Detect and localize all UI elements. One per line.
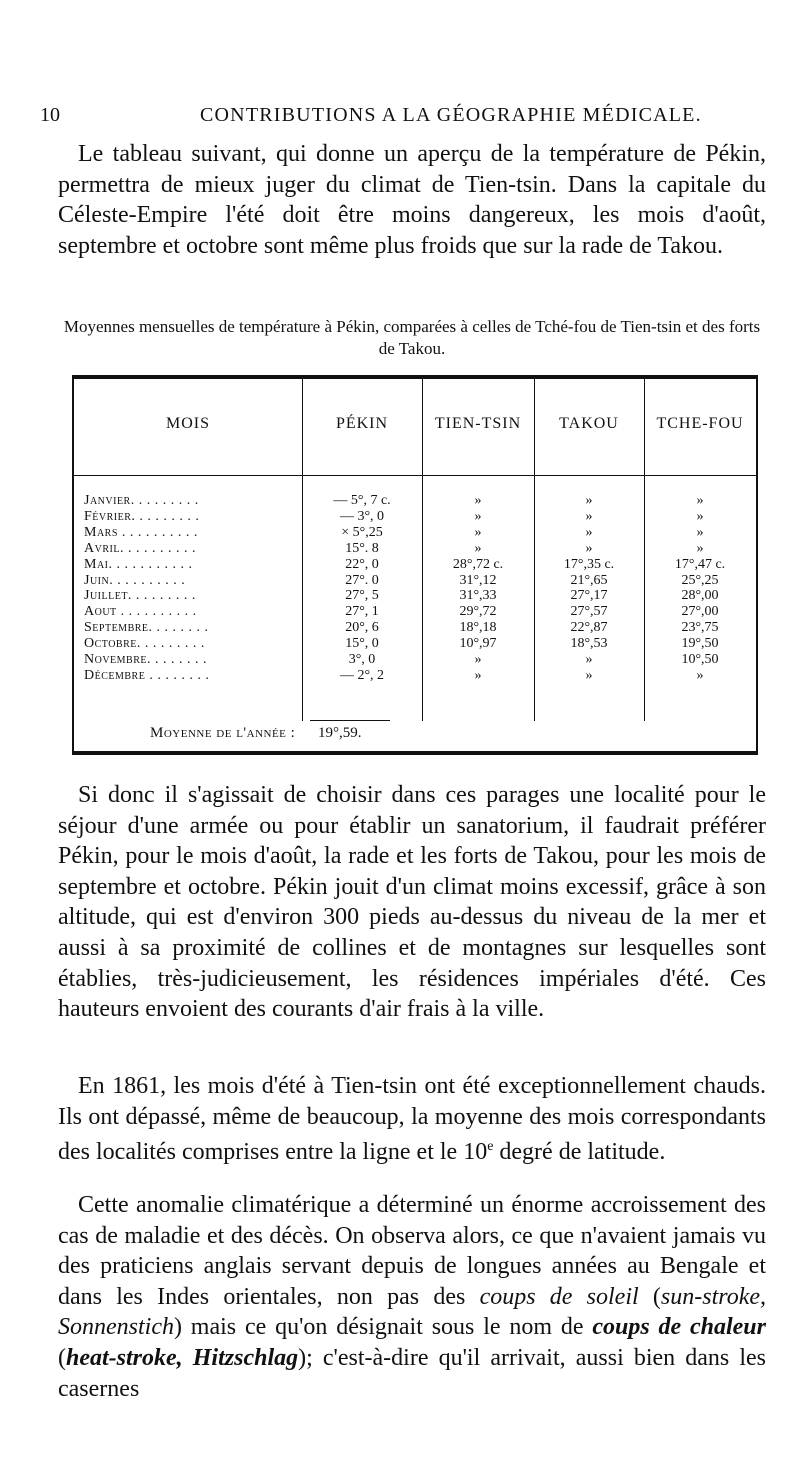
cell-pekin: — 2°, 2	[339, 667, 385, 683]
paragraph-4-text: ) mais ce qu'on désignait sous le nom de	[173, 1314, 593, 1341]
cell-takou: »	[585, 493, 593, 508]
cell-mois: Mars . . . . . . . . . .	[84, 524, 198, 540]
cell-pekin: × 5°,25	[341, 524, 383, 540]
cell-tientsin: »	[474, 540, 482, 556]
cell-pekin: 27°. 0	[345, 572, 379, 588]
cell-tientsin: »	[474, 667, 482, 683]
cell-pekin: 27°, 1	[345, 604, 379, 620]
table-caption: Moyennes mensuelles de température à Pékin, comparées à celles de Tché-fou de Tien-tsin et des forts de Takou.	[63, 317, 761, 358]
paragraph-3	[58, 1071, 766, 1168]
table-row	[74, 573, 756, 589]
cell-pekin: 15°, 0	[345, 636, 379, 652]
cell-mois: Décembre . . . . . . . .	[84, 667, 210, 683]
cell-tientsin: »	[474, 508, 482, 524]
cell-pekin: 22°, 0	[345, 556, 379, 572]
cell-tientsin: 28°,72 c.	[452, 556, 504, 572]
paragraph-3-text: En 1861, les mois d'été à Tien-tsin ont été exceptionnellement chauds. Ils ont dépassé, même de beaucoup, la moyenne des mois correspondants des localités comprises entre la ligne et le 10	[58, 1073, 766, 1166]
paragraph-4	[58, 1190, 766, 1404]
table-row	[74, 493, 756, 509]
cell-takou: 27°,57	[570, 604, 608, 620]
header-tchefou: TCHE-FOU	[656, 415, 744, 432]
table-row	[74, 604, 756, 620]
cell-mois: Juillet. . . . . . . . .	[84, 588, 196, 604]
cell-takou: 22°,87	[570, 620, 608, 636]
cell-takou: »	[585, 540, 593, 556]
cell-takou: 17°,35 c.	[563, 556, 615, 572]
cell-mois: Février. . . . . . . . .	[84, 508, 200, 524]
cell-tientsin: 18°,18	[459, 620, 497, 636]
cell-tchefou: »	[696, 540, 704, 556]
cell-tchefou: 28°,00	[681, 588, 719, 604]
cell-mois: Septembre. . . . . . . .	[84, 620, 209, 636]
cell-mois: Juin. . . . . . . . . .	[84, 572, 186, 588]
cell-mois: Avril. . . . . . . . . .	[84, 540, 196, 556]
page-header	[40, 98, 770, 128]
table-row	[74, 668, 756, 684]
cell-tchefou: 23°,75	[681, 620, 719, 636]
annual-mean-label: Moyenne de l'année :	[150, 725, 296, 741]
table-row	[74, 636, 756, 652]
cell-tchefou: »	[696, 524, 704, 540]
header-rule	[74, 475, 756, 476]
paragraph-4-text: (	[58, 1344, 66, 1371]
cell-tientsin: 29°,72	[459, 604, 497, 620]
table-row	[74, 509, 756, 525]
cell-takou: »	[585, 508, 593, 524]
cell-mois: Octobre. . . . . . . . .	[84, 636, 205, 652]
intro-paragraph: Le tableau suivant, qui donne un aperçu de la température de Pékin, permettra de mieux juger du climat de Tien-tsin. Dans la capitale du Céleste-Empire l'été doit être moins dangereux, les mois d'août, septembre et octobre sont même plus froids que sur la rade de Takou.	[58, 141, 766, 259]
term-coups-de-soleil: coups de soleil	[479, 1283, 639, 1310]
cell-pekin: 27°, 5	[345, 588, 379, 604]
cell-mois: Janvier. . . . . . . . .	[84, 493, 199, 508]
table-row	[74, 588, 756, 604]
cell-tchefou: 19°,50	[681, 636, 719, 652]
running-title: CONTRIBUTIONS A LA GÉOGRAPHIE MÉDICALE.	[200, 104, 702, 126]
cell-mois: Novembre. . . . . . . .	[84, 652, 208, 667]
cell-tchefou: 25°,25	[681, 572, 719, 588]
cell-tchefou: »	[696, 493, 704, 508]
cell-pekin: 3°, 0	[348, 652, 376, 667]
cell-tientsin: »	[474, 652, 482, 667]
mean-rule	[310, 720, 390, 721]
header-pekin: PÉKIN	[335, 415, 389, 432]
table-row	[74, 557, 756, 573]
cell-pekin: — 5°, 7 c.	[333, 493, 391, 508]
cell-mois: Aout . . . . . . . . . .	[84, 604, 197, 620]
cell-takou: 18°,53	[570, 636, 608, 652]
paragraph-4-text: Cette anomalie climatérique a déterminé un énorme accroissement des cas de maladie et des décès. On observa alors, ce que n'avaient jamais vu des praticiens anglais servant depuis de longues années au Bengale et dans les Indes orientales, non pas des	[58, 1192, 766, 1310]
term-heat-stroke: heat-stroke, Hitzschlag	[66, 1344, 299, 1371]
cell-pekin: 20°, 6	[345, 620, 379, 636]
paragraph-3-text-end: degré de latitude.	[493, 1139, 666, 1166]
cell-tientsin: 10°,97	[459, 636, 497, 652]
cell-takou: 27°,17	[570, 588, 608, 604]
cell-pekin: 15°. 8	[345, 540, 379, 556]
header-takou: TAKOU	[559, 415, 619, 432]
cell-tchefou: 10°,50	[681, 652, 719, 667]
cell-tientsin: »	[474, 493, 482, 508]
cell-tchefou: »	[696, 508, 704, 524]
term-sun-stroke: sun-stroke, Sonnenstich	[58, 1283, 766, 1341]
annual-mean-value: 19°,59.	[318, 725, 362, 741]
cell-takou: »	[585, 667, 593, 683]
paragraph-2: Si donc il s'agissait de choisir dans ces parages une localité pour le séjour d'une armée ou pour établir un sanatorium, il faudrait préférer Pékin, pour le mois d'août, la rade et les forts de Takou, pour les mois de septembre et octobre. Pékin jouit d'un climat moins excessif, grâce à son altitude, qui est d'environ 300 pieds au-dessus du niveau de la mer et aussi à sa proximité de collines et de montagnes sur lesquelles sont établies, très-judicieusement, les résidences impériales d'été. Ces hauteurs envoient des courants d'air frais à la ville.	[58, 782, 766, 1023]
table-row	[74, 541, 756, 557]
cell-tientsin: 31°,12	[459, 572, 497, 588]
paragraph-4-text: (	[638, 1283, 661, 1310]
cell-mois: Mai. . . . . . . . . . .	[84, 556, 193, 572]
table-row	[74, 652, 756, 668]
cell-tientsin: »	[474, 524, 482, 540]
cell-pekin: — 3°, 0	[339, 508, 385, 524]
cell-tchefou: »	[696, 667, 704, 683]
cell-takou: »	[585, 652, 593, 667]
cell-takou: 21°,65	[570, 572, 608, 588]
page-number: 10	[40, 104, 60, 126]
table-row	[74, 620, 756, 636]
cell-tchefou: 17°,47 c.	[674, 556, 726, 572]
cell-tchefou: 27°,00	[681, 604, 719, 620]
term-coups-de-chaleur: coups de chaleur	[592, 1314, 766, 1341]
table-row	[74, 525, 756, 541]
temperature-table	[72, 375, 758, 755]
header-tientsin: TIEN-TSIN	[434, 415, 522, 432]
cell-tientsin: 31°,33	[459, 588, 497, 604]
cell-takou: »	[585, 524, 593, 540]
paragraph-3-sup: e	[487, 1139, 494, 1155]
header-mois: MOIS	[165, 415, 210, 432]
paragraph-4-text: ); c'est-à-dire qu'il arrivait, aussi bien dans les casernes	[58, 1344, 767, 1402]
